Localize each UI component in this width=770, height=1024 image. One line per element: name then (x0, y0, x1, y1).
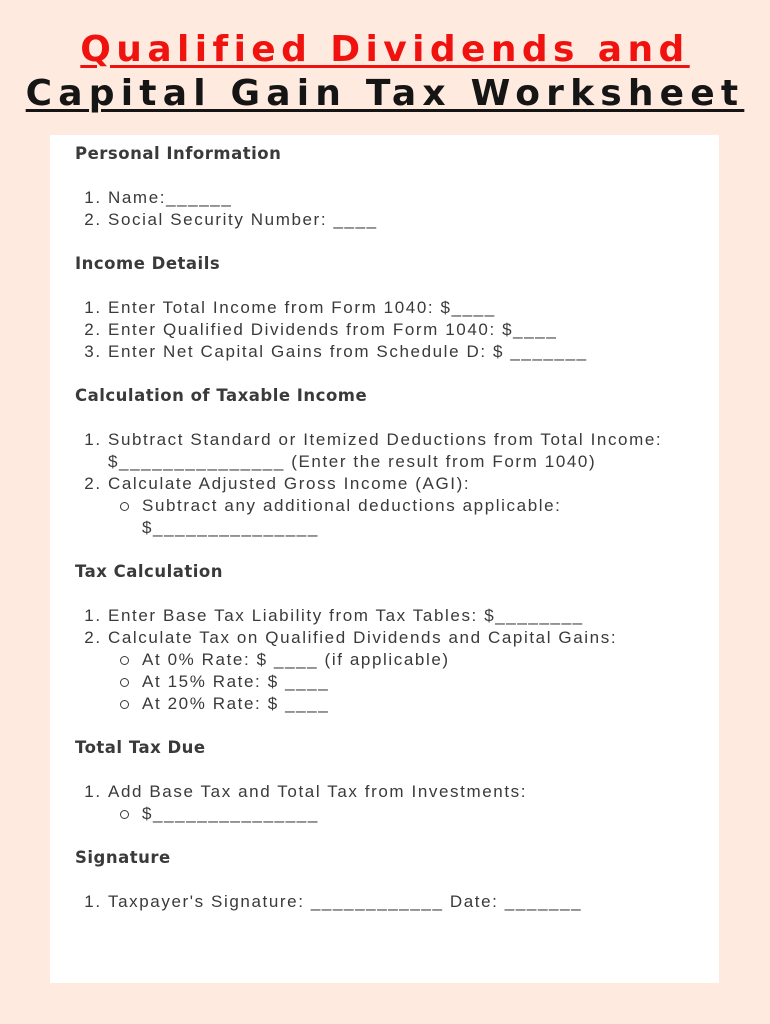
section-heading-taxable-income: Calculation of Taxable Income (75, 386, 368, 405)
income-details-list (75, 297, 695, 363)
personal-information-list (75, 187, 695, 231)
title-line-2: Capital Gain Tax Worksheet (25, 73, 745, 114)
additional-deductions-field[interactable]: Subtract any additional deductions applicable: $_______________ (108, 495, 695, 539)
rate-20-field[interactable]: At 20% Rate: $ ____ (108, 693, 695, 715)
dividend-tax-item (108, 627, 695, 715)
rate-15-field[interactable]: At 15% Rate: $ ____ (108, 671, 695, 693)
name-field[interactable]: 1. Name:______ (108, 187, 695, 209)
total-tax-field[interactable]: $_______________ (108, 803, 695, 825)
net-capital-gains-field[interactable]: 3. Enter Net Capital Gains from Schedule D: $ _______ (108, 341, 695, 363)
agi-sub-list (108, 495, 695, 539)
total-tax-label: Add Base Tax and Total Tax from Investments: (108, 782, 528, 801)
deductions-field[interactable]: 1. Subtract Standard or Itemized Deductions from Total Income: $_______________ (Enter the result from Form 1040) (108, 429, 695, 473)
section-heading-personal-information: Personal Information (75, 144, 282, 163)
base-tax-liability-field[interactable]: 1. Enter Base Tax Liability from Tax Tables: $________ (108, 605, 695, 627)
agi-item (108, 473, 695, 539)
tax-calculation-list (75, 605, 695, 715)
total-tax-sub-list (108, 803, 695, 825)
section-heading-income-details: Income Details (75, 254, 221, 273)
section-heading-total-tax-due: Total Tax Due (75, 738, 206, 757)
ssn-field[interactable]: 2. Social Security Number: ____ (108, 209, 695, 231)
total-tax-list (75, 781, 695, 825)
section-heading-tax-calculation: Tax Calculation (75, 562, 223, 581)
qualified-dividends-field[interactable]: 2. Enter Qualified Dividends from Form 1040: $____ (108, 319, 695, 341)
dividend-tax-label: Calculate Tax on Qualified Dividends and Capital Gains: (108, 628, 618, 647)
title-line-1: Qualified Dividends and (80, 29, 690, 70)
taxable-income-list (75, 429, 695, 539)
total-income-field[interactable]: 1. Enter Total Income from Form 1040: $____ (108, 297, 695, 319)
signature-date-field[interactable]: 1. Taxpayer's Signature: ____________ Date: _______ (108, 891, 695, 913)
rate-sub-list (108, 649, 695, 715)
signature-list (75, 891, 695, 913)
rate-0-field[interactable]: At 0% Rate: $ ____ (if applicable) (108, 649, 695, 671)
worksheet-form (50, 135, 719, 983)
section-heading-signature: Signature (75, 848, 171, 867)
agi-label: Calculate Adjusted Gross Income (AGI): (108, 474, 471, 493)
total-tax-item (108, 781, 695, 825)
worksheet-title (0, 28, 770, 116)
